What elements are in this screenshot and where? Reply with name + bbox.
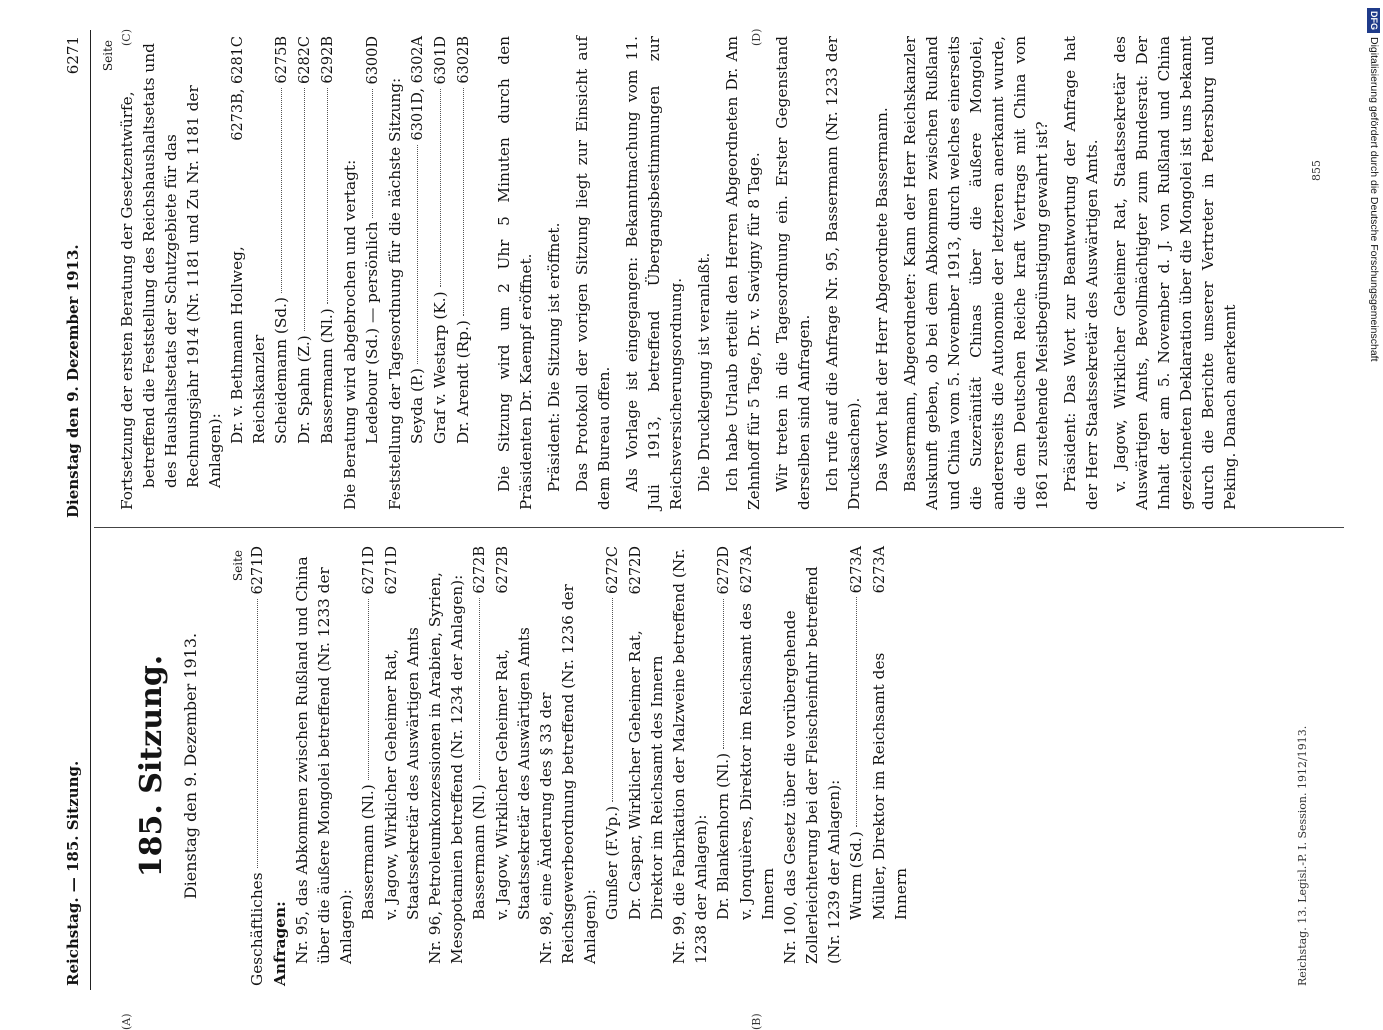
page-ref: 6273A — [849, 546, 865, 594]
page-ref: 6301D, 6302A — [410, 36, 426, 141]
entry-text: Dr. v. Bethmann Hollweg, Reichskanzler — [228, 246, 268, 444]
entry-text: Nr. 95, das Abkommen zwischen Rußland und China über die äußere Mongolei betreffend (Nr. 1233 der Anlagen): — [293, 556, 355, 964]
page-ref: 6271D — [384, 546, 400, 595]
leader-dots — [440, 89, 441, 288]
page-ref: 6292B — [320, 36, 336, 84]
session-title: 185. Sitzung. — [134, 654, 169, 878]
page-ref: 6272B — [495, 546, 511, 594]
paragraph: Das Wort hat der Herr Abgeordnete Bassermann. — [873, 107, 891, 492]
list-item — [291, 546, 357, 986]
page-ref: 6271D — [361, 546, 377, 595]
page-ref: 6302B — [456, 36, 472, 84]
page-ref: 6272D — [716, 546, 732, 595]
list-item — [452, 36, 475, 510]
entry-text: Dr. Blankenhorn (Nl.) — [714, 752, 732, 920]
left-column — [100, 546, 912, 986]
entry-text: Nr. 98, eine Änderung des § 33 der Reichsgewerbeordnung betreffend (Nr. 1236 der Anlagen): — [537, 584, 599, 964]
entry-text: Nr. 96, Petroleumkonzessionen in Arabien, Syrien, Mesopotamien betreffend (Nr. 1234 der Anlagen): — [426, 572, 466, 964]
page-ref: 6272C — [605, 546, 621, 594]
list-item — [779, 546, 845, 986]
dfg-text: Digitalisierung gefördert durch die Deutsche Forschungsgemeinschaft — [1368, 37, 1380, 362]
list-item — [361, 36, 384, 510]
paragraph: Die Drucklegung ist veranlaßt. — [695, 252, 713, 492]
entry-text: Graf v. Westarp (K.) — [431, 291, 449, 444]
paragraph: Präsident: Die Sitzung ist eröffnet. — [545, 222, 563, 492]
leader-dots — [304, 88, 305, 331]
page-ref: 6282C — [297, 36, 313, 84]
list-item — [424, 546, 468, 986]
entry-text: Wurm (Sd.) — [847, 831, 865, 920]
page-ref: 6273B, 6281C — [230, 36, 246, 141]
page-ref: 6275B — [274, 36, 290, 84]
entry-text: Anfragen: — [271, 901, 289, 986]
entry-text: v. Jagow, Wirklicher Geheimer Rat, Staatssekretär des Auswärtigen Amts — [493, 627, 533, 920]
entry-text: Gunßer (F.Vp.) — [603, 805, 621, 920]
paragraph: Wir treten in die Tagesordnung ein. Erster Gegenstand derselben sind Anfragen. — [773, 36, 813, 510]
page-ref: 6272D — [628, 546, 644, 595]
margin-mark-a: (A) — [120, 1013, 133, 1030]
entry-text: Nr. 100, das Gesetz über die vorübergehende Zollerleichterung bei der Fleischeinfuhr betreffend (Nr. 1239 der Anlagen): — [781, 566, 843, 964]
page-ref: 6273A — [739, 546, 755, 594]
column-divider — [94, 527, 1344, 528]
entry-text: Bassermann (Nl.) — [359, 784, 377, 920]
adjournment-note: Die Beratung wird abgebrochen und vertagt: — [341, 159, 359, 510]
list-item — [246, 546, 269, 986]
page-ref: 6300D — [365, 36, 381, 85]
dfg-logo: DFG — [1367, 8, 1380, 33]
entry-text: Scheidemann (Sd.) — [272, 297, 290, 444]
entry-text: Seyda (P.) — [408, 368, 426, 444]
paragraph: Präsident: Das Wort zur Beantwortung der Anfrage hat der Herr Staatssekretär des Auswärtigen Amts. — [1061, 36, 1101, 510]
margin-mark-c: (C) — [120, 29, 133, 46]
entry-text: Dr. Caspar, Wirklicher Geheimer Rat, Direktor im Reichsamt des Innern — [626, 630, 666, 920]
entry-text: Dr. Arendt (Rp.) — [454, 320, 472, 444]
list-item — [380, 546, 424, 986]
list-item — [468, 546, 491, 986]
page-footer: Reichstag. 13. Legisl.-P. I. Session. 1912/1913. — [1296, 725, 1309, 986]
list-item — [316, 36, 339, 510]
margin-mark-d: (D) — [750, 28, 763, 46]
list-item — [270, 36, 293, 510]
page-ref: 6273A — [872, 546, 888, 594]
list-item — [535, 546, 601, 986]
header-right: Dienstag den 9. Dezember 1913. — [64, 244, 82, 518]
entry-text: Geschäftliches — [248, 872, 266, 986]
list-item — [868, 546, 912, 986]
list-item — [601, 546, 624, 986]
table-of-contents — [246, 546, 912, 986]
page-number: 6271 — [64, 36, 82, 75]
list-item — [845, 546, 868, 986]
entry-text: v. Jagow, Wirklicher Geheimer Rat, Staatssekretär des Auswärtigen Amts — [382, 627, 422, 920]
leader-dots — [463, 88, 464, 317]
list-item — [269, 546, 291, 986]
document-page — [60, 28, 1360, 1030]
agenda-intro: Fortsetzung der ersten Beratung der Gesetzentwürfe, betreffend die Feststellung des Reichshaushaltsetats und des Haushaltsetats der Schutzgebiete für das Rechnungsjahr 1914 (Nr. 1181 und Zu Nr. 1181 der Anlagen): — [118, 43, 224, 510]
paragraph: Ich habe Urlaub erteilt den Herren Abgeordneten Dr. Am Zehnhoff für 5 Tage, Dr. v. Savigny für 8 Tage. — [723, 36, 763, 510]
leader-dots — [612, 598, 613, 802]
leader-dots — [856, 597, 857, 827]
entry-text: Nr. 99, die Fabrikation der Malzweine betreffend (Nr. 1238 der Anlagen): — [670, 548, 710, 964]
header-left: Reichstag. — 185. Sitzung. — [64, 760, 82, 986]
paragraph: v. Jagow, Wirklicher Geheimer Rat, Staatssekretär des Auswärtigen Amts, Bevollmächtigter zum Bundesrat: Der Inhalt der am 5. November d. J. von Rußland und China gezeichneten Deklaration über die Mongolei ist uns bekannt durch die Berichte unserer Vertreter in Petersburg und Peking. Danach anerkennt — [1111, 36, 1239, 510]
running-header — [60, 30, 91, 990]
paragraph: Das Protokoll der vorigen Sitzung liegt zur Einsicht auf dem Bureau offen. — [573, 36, 613, 510]
list-item — [712, 546, 735, 986]
page-ref: 6301D — [433, 36, 449, 85]
leader-dots — [257, 599, 258, 869]
leader-dots — [723, 599, 724, 749]
speaker-list — [226, 36, 339, 510]
entry-text: Bassermann (Nl.) — [318, 308, 336, 444]
paragraph: Als Vorlage ist eingegangen: Bekanntmachung vom 11. Juli 1913, betreffend Übergangsbestimmungen zur Reichsversicherungsordnung. — [623, 36, 685, 510]
leader-dots — [327, 88, 328, 305]
page-ref: 6271D — [250, 546, 266, 595]
speaker-list-2 — [406, 36, 475, 510]
paragraph: Die Sitzung wird um 2 Uhr 5 Minuten durch den Präsidenten Dr. Kaempf eröffnet. — [495, 36, 535, 510]
entry-text: v. Jonquières, Direktor im Reichsamt des Innern — [737, 603, 777, 920]
dfg-notice — [1366, 8, 1382, 992]
page-ref: 6272B — [472, 546, 488, 594]
paragraph: Bassermann, Abgeordneter: Kann der Herr Reichskanzler Auskunft geben, ob bei dem Abkommen zwischen Rußland und China vom 5. November 1913, durch welches einerseits die Suzeränität Chinas über die äußere Mongolei, andererseits die Autonomie der letzteren anerkannt wurde, die dem Deutschen Reiche kraft Vertrags mit China von 1861 zustehende Meistbegünstigung gewahrt ist? — [901, 36, 1051, 510]
list-item — [406, 36, 429, 510]
entry-text: Dr. Spahn (Z.) — [295, 335, 313, 444]
signature-number: 855 — [1310, 160, 1323, 181]
list-item — [357, 546, 380, 986]
leader-dots — [372, 89, 373, 218]
seite-label-right: Seite — [101, 40, 115, 72]
agenda-next: Feststellung der Tagesordnung für die nächste Sitzung: — [386, 77, 404, 510]
entry-text: Müller, Direktor im Reichsamt des Innern — [870, 652, 910, 920]
leader-dots — [479, 598, 480, 781]
paragraph: Ich rufe auf die Anfrage Nr. 95, Bassermann (Nr. 1233 der Drucksachen). — [823, 36, 863, 510]
list-item — [226, 36, 270, 510]
list-item — [429, 36, 452, 510]
leader-dots — [281, 88, 282, 293]
proceedings-text — [493, 36, 1241, 510]
session-date: Dienstag den 9. Dezember 1913. — [181, 632, 200, 900]
list-item — [491, 546, 535, 986]
seite-label: Seite — [231, 550, 245, 582]
list-item — [735, 546, 779, 986]
list-item — [293, 36, 316, 510]
right-column — [100, 36, 1247, 510]
entry-text: Bassermann (Nl.) — [470, 784, 488, 920]
leader-dots — [368, 599, 369, 781]
margin-mark-b: (B) — [750, 1013, 763, 1030]
leader-dots — [417, 145, 418, 364]
list-item — [624, 546, 668, 986]
speaker-name: Ledebour (Sd.) — persönlich — [363, 221, 381, 444]
list-item — [668, 546, 712, 986]
